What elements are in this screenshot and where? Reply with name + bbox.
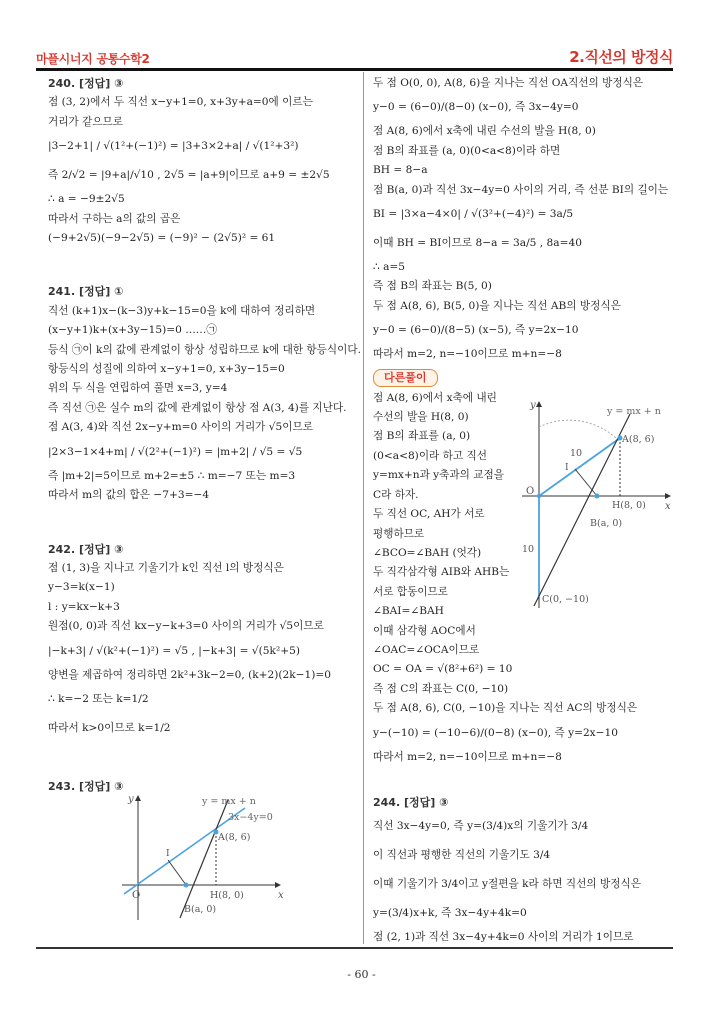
alt-ten-oc: 10 xyxy=(522,544,535,555)
solution-line: 직선 3x−4y=0, 즉 y=(3/4)x의 기울기가 3/4 xyxy=(373,820,589,833)
solution-line: 즉 2/√2 = |9+a|/√10 , 2√5 = |a+9|이므로 a+9 = ±2√5 xyxy=(48,169,330,182)
solution-line: 점 A(8, 6)에서 x축에 내린 xyxy=(373,391,497,404)
solution-line: 따라서 구하는 a의 값의 곱은 xyxy=(48,212,181,225)
spacer xyxy=(48,506,353,540)
solution-line: ∠BAI=∠BAH xyxy=(373,605,444,618)
solution-line: 서로 합동이므로 xyxy=(373,585,449,598)
fig243-origin: O xyxy=(132,890,141,901)
problem-header: 241. [정답] ① xyxy=(48,285,124,299)
solution-line: 즉 점 B의 좌표는 B(5, 0) xyxy=(373,280,492,293)
solution-line: y−3=k(x−1) xyxy=(48,581,115,594)
problem-header: 243. [정답] ③ xyxy=(48,779,124,793)
alt-y-label: y xyxy=(530,400,536,411)
alt-a: A(8, 6) xyxy=(622,434,655,445)
perp-bi xyxy=(168,860,186,885)
solution-line: 따라서 k>0이므로 k=1/2 xyxy=(48,721,171,734)
solution-line: 점 (1, 3)을 지나고 기울기가 k인 직선 l의 방정식은 xyxy=(48,561,284,574)
point-o xyxy=(537,494,541,498)
solution-line: 따라서 m=2, n=−10이므로 m+n=−8 xyxy=(373,750,562,763)
solution-line: 이 직선과 평행한 직선의 기울기도 3/4 xyxy=(373,849,551,862)
solution-line: 수선의 발을 H(8, 0) xyxy=(373,411,469,424)
alt-h: H(8, 0) xyxy=(612,500,646,511)
solution-line: 두 직선 OC, AH가 서로 xyxy=(373,508,485,521)
alt-x-label: x xyxy=(665,501,671,512)
solution-line: 점 A(3, 4)와 직선 2x−y+m=0 사이의 거리가 √5이므로 xyxy=(48,421,313,434)
solution-line: ∠BCO=∠BAH (엇각) xyxy=(373,546,482,559)
alt-origin: O xyxy=(526,486,535,497)
solution-line: 점 B(a, 0)과 직선 3x−4y=0 사이의 거리, 즉 선분 BI의 길이는 xyxy=(373,183,669,196)
fig243-b: B(a, 0) xyxy=(184,904,217,915)
solution-line: 위의 두 식을 연립하여 풀면 x=3, y=4 xyxy=(48,382,228,395)
figure-243 xyxy=(120,790,290,925)
fig243-i: I xyxy=(166,849,170,859)
solution-line: 이때 BH = BI이므로 8−a = 3a/5 , 8a=40 xyxy=(373,237,582,250)
alt-solution-label: 다른풀이 xyxy=(373,369,438,387)
solution-line: y=mx+n과 y축과의 교점을 xyxy=(373,469,504,482)
solution-line: 점 A(8, 6)에서 x축에 내린 수선의 발을 H(8, 0) xyxy=(373,125,596,138)
solution-line: (−9+2√5)(−9−2√5) = (−9)² − (2√5)² = 61 xyxy=(48,232,276,245)
solution-line: 즉 점 C의 좌표는 C(0, −10) xyxy=(373,682,509,695)
solution-line: 따라서 m=2, n=−10이므로 m+n=−8 xyxy=(373,348,562,361)
solution-line: 직선 (k+1)x−(k−3)y+k−15=0을 k에 대하여 정리하면 xyxy=(48,304,316,317)
chapter-title: 2.직선의 방정식 xyxy=(569,48,673,66)
solution-line: C라 하자. xyxy=(373,488,419,501)
arc-radius-10 xyxy=(539,420,620,442)
footer-rule xyxy=(36,947,673,949)
solution-line: 두 점 O(0, 0), A(8, 6)을 지나는 직선 OA직선의 방정식은 xyxy=(373,77,644,89)
solution-line: 점 (2, 1)과 직선 3x−4y+4k=0 사이의 거리가 1이므로 xyxy=(373,931,634,944)
problem-header: 242. [정답] ③ xyxy=(48,542,124,556)
solution-line: y−(−10) = (−10−6)/(0−8) (x−0), 즉 y=2x−10 xyxy=(373,726,619,739)
solution-line: 즉 |m+2|=5이므로 m+2=±5 ∴ m=−7 또는 m=3 xyxy=(48,469,296,482)
solution-line: 점 (3, 2)에서 두 직선 x−y+1=0, x+3y+a=0에 이르는 xyxy=(48,96,313,109)
solution-line: ∴ a = −9±2√5 xyxy=(48,193,125,206)
solution-line: 평행하므로 xyxy=(373,527,425,540)
alt-ten-oa: 10 xyxy=(570,448,583,459)
solution-line: (x−y+1)k+(x+3y−15)=0 ……㉠ xyxy=(48,324,217,337)
solution-line: 등식 ㉠이 k의 값에 관계없이 항상 성립하므로 k에 대한 항등식이다. xyxy=(48,343,361,356)
solution-line: |3−2+1| / √(1²+(−1)²) = |3+3×2+a| / √(1²+3²) xyxy=(48,140,299,153)
solution-line: y−0 = (6−0)/(8−5) (x−5), 즉 y=2x−10 xyxy=(373,324,579,337)
solution-line: 원점(0, 0)과 직선 kx−y−k+3=0 사이의 거리가 √5이므로 xyxy=(48,620,324,633)
solution-line: 두 점 A(8, 6), C(0, −10)을 지나는 직선 AC의 방정식은 xyxy=(373,702,638,715)
figure-alt-solution xyxy=(512,392,677,614)
spacer xyxy=(373,767,675,793)
solution-line: ∴ a=5 xyxy=(373,261,406,274)
solution-line: 점 B의 좌표를 (a, 0) xyxy=(373,430,471,443)
fig243-line1: y = mx + n xyxy=(202,796,256,807)
spacer xyxy=(48,743,353,777)
fig243-x-label: x xyxy=(278,890,284,901)
solution-line: 양변을 제곱하여 정리하면 2k²+3k−2=0, (k+2)(2k−1)=0 xyxy=(48,668,332,681)
fig243-line2: 3x−4y=0 xyxy=(228,812,273,823)
book-title: 마플시너지 공통수학2 xyxy=(36,52,150,66)
solution-line: 두 직각삼각형 AIB와 AHB는 xyxy=(373,566,510,579)
column-divider xyxy=(363,72,364,944)
fig243-a: A(8, 6) xyxy=(218,832,251,843)
solution-line: |2×3−1×4+m| / √(2²+(−1)²) = |m+2| / √5 = √5 xyxy=(48,445,303,458)
line-oa xyxy=(124,808,245,894)
alt-line: y = mx + n xyxy=(607,406,661,417)
solution-line: 즉 직선 ㉠은 실수 m의 값에 관계없이 항상 점 A(3, 4)를 지난다. xyxy=(48,401,347,414)
left-column xyxy=(48,74,361,796)
spacer xyxy=(48,248,353,282)
solution-line: OC = OA = √(8²+6²) = 10 xyxy=(373,663,513,676)
solution-line: BI = |3×a−4×0| / √(3²+(−4)²) = 3a/5 xyxy=(373,208,574,221)
solution-line: l : y=kx−k+3 xyxy=(48,600,120,613)
solution-line: |−k+3| / √(k²+(−1)²) = √5 , |−k+3| = √(5k²+5) xyxy=(48,644,300,657)
perp-bi xyxy=(575,469,597,496)
fig243-h: H(8, 0) xyxy=(210,890,244,901)
solution-line: ∴ k=−2 또는 k=1/2 xyxy=(48,692,149,705)
header-rule xyxy=(36,68,673,71)
problem-header: 240. [정답] ③ xyxy=(48,77,124,90)
solution-line: y−0 = (6−0)/(8−0) (x−0), 즉 3x−4y=0 xyxy=(373,101,579,114)
solution-line: y=(3/4)x+k, 즉 3x−4y+4k=0 xyxy=(373,907,527,920)
fig243-y-label: y xyxy=(128,794,134,805)
solution-line: 항등식의 성질에 의하여 x−y+1=0, x+3y−15=0 xyxy=(48,363,285,376)
solution-line: (0<a<8)이라 하고 직선 xyxy=(373,449,487,462)
solution-line: BH = 8−a xyxy=(373,164,428,177)
solution-line: 이때 삼각형 AOC에서 xyxy=(373,624,476,637)
segment-oa xyxy=(539,438,620,496)
solution-line: ∠OAC=∠OCA이므로 xyxy=(373,643,480,656)
alt-c: C(0, −10) xyxy=(542,594,589,605)
solution-line: 이때 기울기가 3/4이고 y절편을 k라 하면 직선의 방정식은 xyxy=(373,878,641,891)
problem-header: 244. [정답] ③ xyxy=(373,795,449,809)
alt-b: B(a, 0) xyxy=(590,518,623,529)
solution-line: 따라서 m의 값의 합은 −7+3=−4 xyxy=(48,489,210,502)
page-number: - 60 - xyxy=(347,968,376,981)
solution-line: 점 B의 좌표를 (a, 0)(0<a<8)이라 하면 xyxy=(373,144,561,157)
solution-line: 거리가 같으므로 xyxy=(48,115,124,128)
alt-i: I xyxy=(565,463,569,473)
alt-solution-badge xyxy=(373,365,675,389)
point-b xyxy=(184,883,189,888)
solution-line: 두 점 A(8, 6), B(5, 0)을 지나는 직선 AB의 방정식은 xyxy=(373,299,621,312)
point-b xyxy=(595,494,600,499)
